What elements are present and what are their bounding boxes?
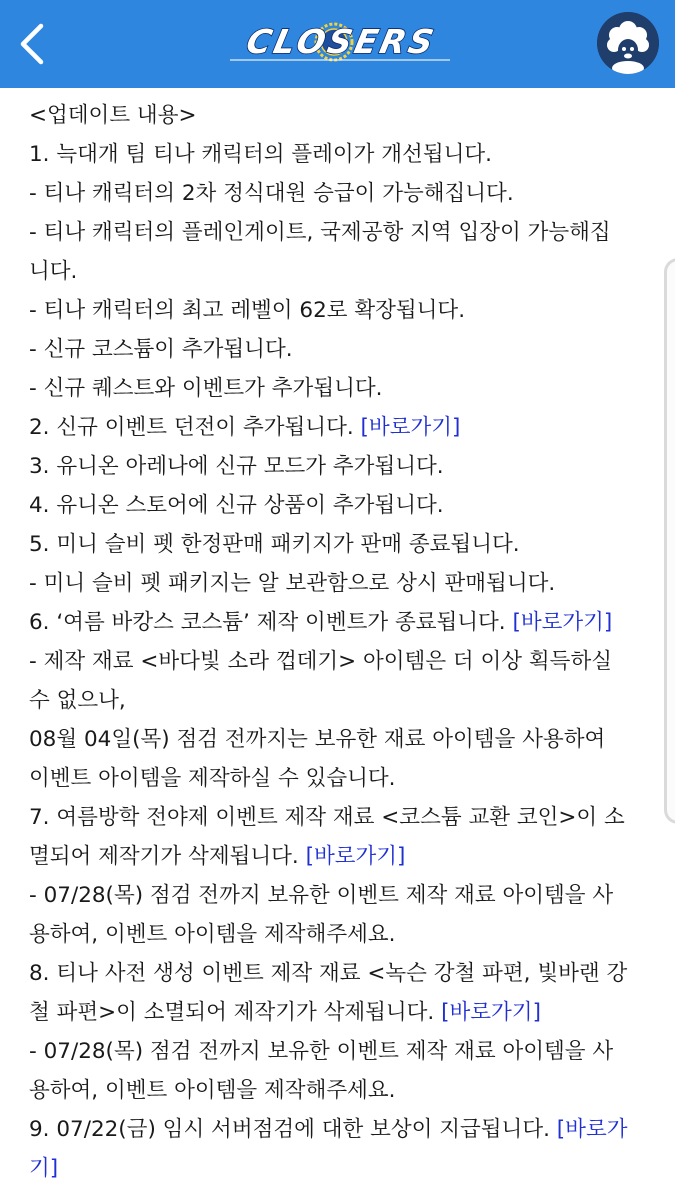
notes-text: - 신규 퀘스트와 이벤트가 추가됩니다.: [29, 376, 383, 401]
notes-line: [29, 915, 659, 954]
notes-line: [29, 720, 659, 759]
notes-line: [29, 564, 659, 603]
notes-text: 용하여, 이벤트 아이템을 제작해주세요.: [29, 1078, 396, 1103]
notes-text: 7. 여름방학 전야제 이벤트 제작 재료 <코스튬 교환 코인>이 소: [29, 805, 625, 830]
notes-line: [29, 681, 659, 720]
logo-text: CLOSERS: [243, 22, 440, 61]
notes-line: [29, 993, 659, 1032]
notes-line: [29, 369, 659, 408]
notes-line: [29, 252, 659, 291]
notes-text: <업데이트 내용>: [29, 103, 197, 128]
shortcut-link[interactable]: [바로가: [556, 1117, 628, 1142]
notes-text: - 티나 캐릭터의 최고 레벨이 62로 확장됩니다.: [29, 298, 466, 323]
notes-text: 이벤트 아이템을 제작하실 수 있습니다.: [29, 766, 396, 791]
notes-text: - 신규 코스튬이 추가됩니다.: [29, 337, 293, 362]
notes-line: [29, 291, 659, 330]
notes-text: 용하여, 이벤트 아이템을 제작해주세요.: [29, 922, 396, 947]
notes-line: [29, 798, 659, 837]
notes-line: [29, 837, 659, 876]
notes-text: 08월 04일(목) 점검 전까지는 보유한 재료 아이템을 사용하여: [29, 727, 606, 752]
sheep-avatar-icon: [597, 12, 659, 74]
notes-text: 멸되어 제작기가 삭제됩니다.: [29, 844, 306, 869]
notes-line: [29, 1149, 659, 1188]
notes-line: [29, 603, 659, 642]
notes-line: [29, 1032, 659, 1071]
notes-text: 4. 유니온 스토어에 신규 상품이 추가됩니다.: [29, 493, 444, 518]
notes-line: [29, 96, 659, 135]
notes-text: 1. 늑대개 팀 티나 캐릭터의 플레이가 개선됩니다.: [29, 142, 492, 167]
notes-text: 8. 티나 사전 생성 이벤트 제작 재료 <녹슨 강철 파편, 빛바랜 강: [29, 961, 628, 986]
notes-line: [29, 135, 659, 174]
update-notes-body: [29, 96, 659, 1188]
shortcut-link[interactable]: [바로가기]: [512, 610, 613, 635]
notes-text: 9. 07/22(금) 임시 서버점검에 대한 보상이 지급됩니다.: [29, 1117, 557, 1142]
top-app-bar: [0, 0, 675, 88]
shortcut-link[interactable]: [바로가기]: [305, 844, 406, 869]
notes-line: [29, 1110, 659, 1149]
notes-text: 니다.: [29, 259, 78, 284]
notes-text: - 티나 캐릭터의 2차 정식대원 승급이 가능해집니다.: [29, 181, 514, 206]
notes-text: 5. 미니 슬비 펫 한정판매 패키지가 판매 종료됩니다.: [29, 532, 520, 557]
notes-line: [29, 213, 659, 252]
notes-text: 6. ‘여름 바캉스 코스튬’ 제작 이벤트가 종료됩니다.: [29, 610, 513, 635]
shortcut-link[interactable]: [바로가기]: [441, 1000, 541, 1025]
notes-text: 3. 유니온 아레나에 신규 모드가 추가됩니다.: [29, 454, 444, 479]
notes-line: [29, 525, 659, 564]
closers-logo: [222, 20, 458, 64]
shortcut-link[interactable]: [바로가기]: [360, 415, 461, 440]
notes-line: [29, 954, 659, 993]
notes-line: [29, 1071, 659, 1110]
avatar-button[interactable]: [597, 12, 659, 74]
notes-text: 철 파편>이 소멸되어 제작기가 삭제됩니다.: [29, 1000, 442, 1025]
notes-line: [29, 330, 659, 369]
notes-text: - 07/28(목) 점검 전까지 보유한 이벤트 제작 재료 아이템을 사: [29, 1039, 614, 1064]
notes-text: 2. 신규 이벤트 던전이 추가됩니다.: [29, 415, 361, 440]
scrollbar-handle[interactable]: [664, 258, 675, 824]
notes-text: - 미니 슬비 펫 패키지는 알 보관함으로 상시 판매됩니다.: [29, 571, 556, 596]
notes-text: - 07/28(목) 점검 전까지 보유한 이벤트 제작 재료 아이템을 사: [29, 883, 614, 908]
notes-line: [29, 174, 659, 213]
notes-text: 수 없으나,: [29, 688, 126, 713]
shortcut-link[interactable]: 기]: [29, 1156, 59, 1181]
back-button[interactable]: [10, 18, 54, 70]
notes-line: [29, 876, 659, 915]
notes-line: [29, 408, 659, 447]
notes-line: [29, 486, 659, 525]
chevron-left-icon: [17, 22, 47, 66]
notes-text: - 티나 캐릭터의 플레인게이트, 국제공항 지역 입장이 가능해집: [29, 220, 611, 245]
notes-text: - 제작 재료 <바다빛 소라 껍데기> 아이템은 더 이상 획득하실: [29, 649, 612, 674]
notes-line: [29, 759, 659, 798]
notes-line: [29, 642, 659, 681]
notes-line: [29, 447, 659, 486]
